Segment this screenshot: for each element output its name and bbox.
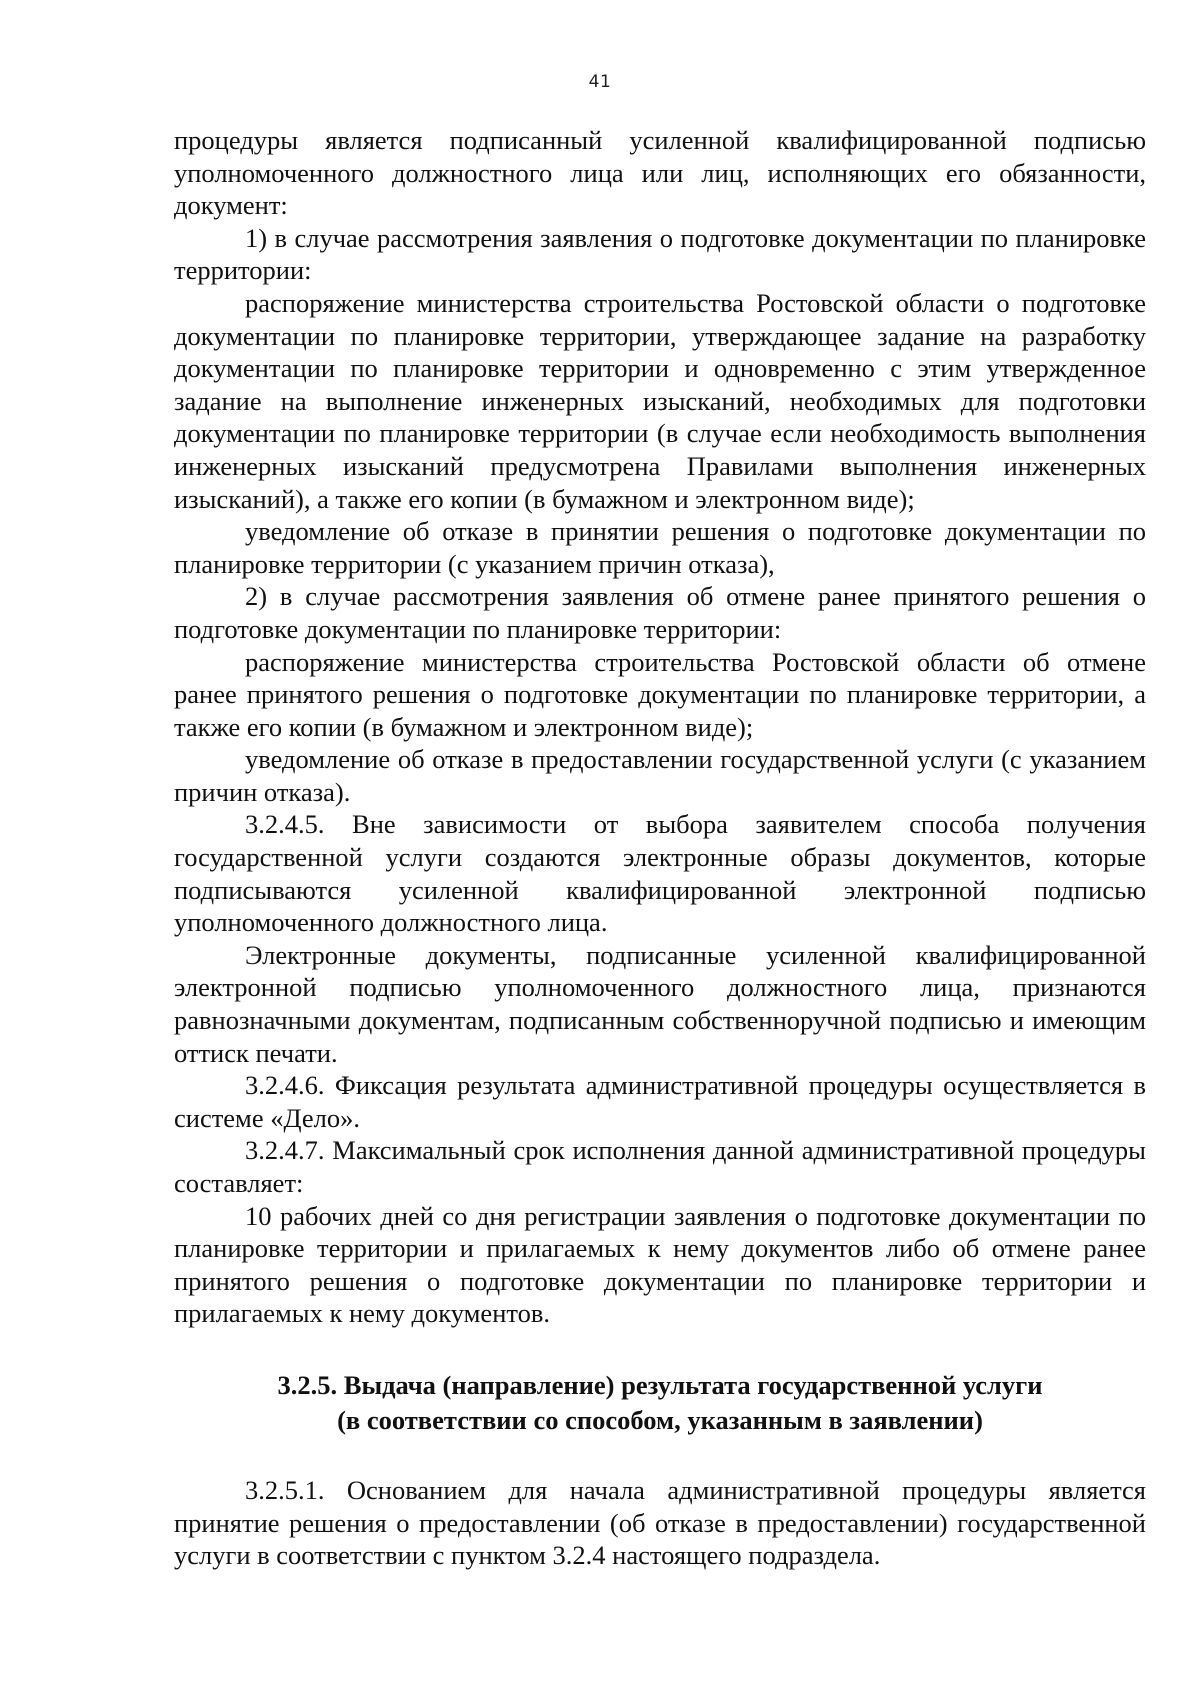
paragraph: распоряжение министерства строительства Ростовской области об отмене ранее принятого решения о подготовке документации по планировке территории, а также его копии (в бумажном и электронном виде); — [174, 646, 1146, 742]
paragraph: 1) в случае рассмотрения заявления о подготовке документации по планировке территории: — [174, 222, 1146, 286]
paragraph: процедуры является подписанный усиленной квалифицированной подписью уполномоченного должностного лица или лиц, исполняющих его обязанности, документ: — [174, 125, 1146, 221]
paragraph: уведомление об отказе в принятии решения о подготовке документации по планировке территории (с указанием причин отказа), — [174, 516, 1146, 579]
paragraph: 3.2.4.5. Вне зависимости от выбора заявителем способа получения государственной услуги создаются электронные образы документов, которые подписываются усиленной квалифицированной электронной подписью уполномоченного должностного лица. — [174, 809, 1146, 938]
paragraph: распоряжение министерства строительства Ростовской области о подготовке документации по планировке территории, утверждающее задание на разработку документации по планировке территории и одновременно с этим утвержденное задание на выполнение инженерных изысканий, необходимых для подготовки документации по планировке территории (в случае если необходимость выполнения инженерных изысканий предусмотрена Правилами выполнения инженерных изысканий), а также его копии (в бумажном и электронном виде); — [174, 287, 1146, 514]
section-heading-line: (в соответствии со способом, указанным в заявлении) — [337, 1404, 983, 1435]
paragraph: 2) в случае рассмотрения заявления об отмене ранее принятого решения о подготовке документации по планировке территории: — [174, 581, 1146, 644]
document-body — [174, 124, 1146, 1572]
paragraph: уведомление об отказе в предоставлении государственной услуги (с указанием причин отказа). — [174, 744, 1146, 807]
paragraph: 10 рабочих дней со дня регистрации заявления о подготовке документации по планировке территории и прилагаемых к нему документов либо об отмене ранее принятого решения о подготовке документации по планировке территории и прилагаемых к нему документов. — [174, 1200, 1146, 1329]
section-heading — [174, 1368, 1146, 1438]
section-heading-line: 3.2.5. Выдача (направление) результата государственной услуги — [277, 1369, 1043, 1400]
paragraph: 3.2.5.1. Основанием для начала административной процедуры является принятие решения о предоставлении (об отказе в предоставлении) государственной услуги в соответствии с пунктом 3.2.4 настоящего подраздела. — [174, 1474, 1146, 1571]
paragraph: 3.2.4.7. Максимальный срок исполнения данной административной процедуры составляет: — [174, 1135, 1146, 1198]
page-number: 41 — [588, 72, 612, 92]
paragraph: 3.2.4.6. Фиксация результата административной процедуры осуществляется в системе «Дело». — [174, 1070, 1146, 1133]
paragraph: Электронные документы, подписанные усиленной квалифицированной электронной подписью уполномоченного должностного лица, признаются равнозначными документам, подписанным собственноручной подписью и имеющим оттиск печати. — [174, 939, 1146, 1068]
